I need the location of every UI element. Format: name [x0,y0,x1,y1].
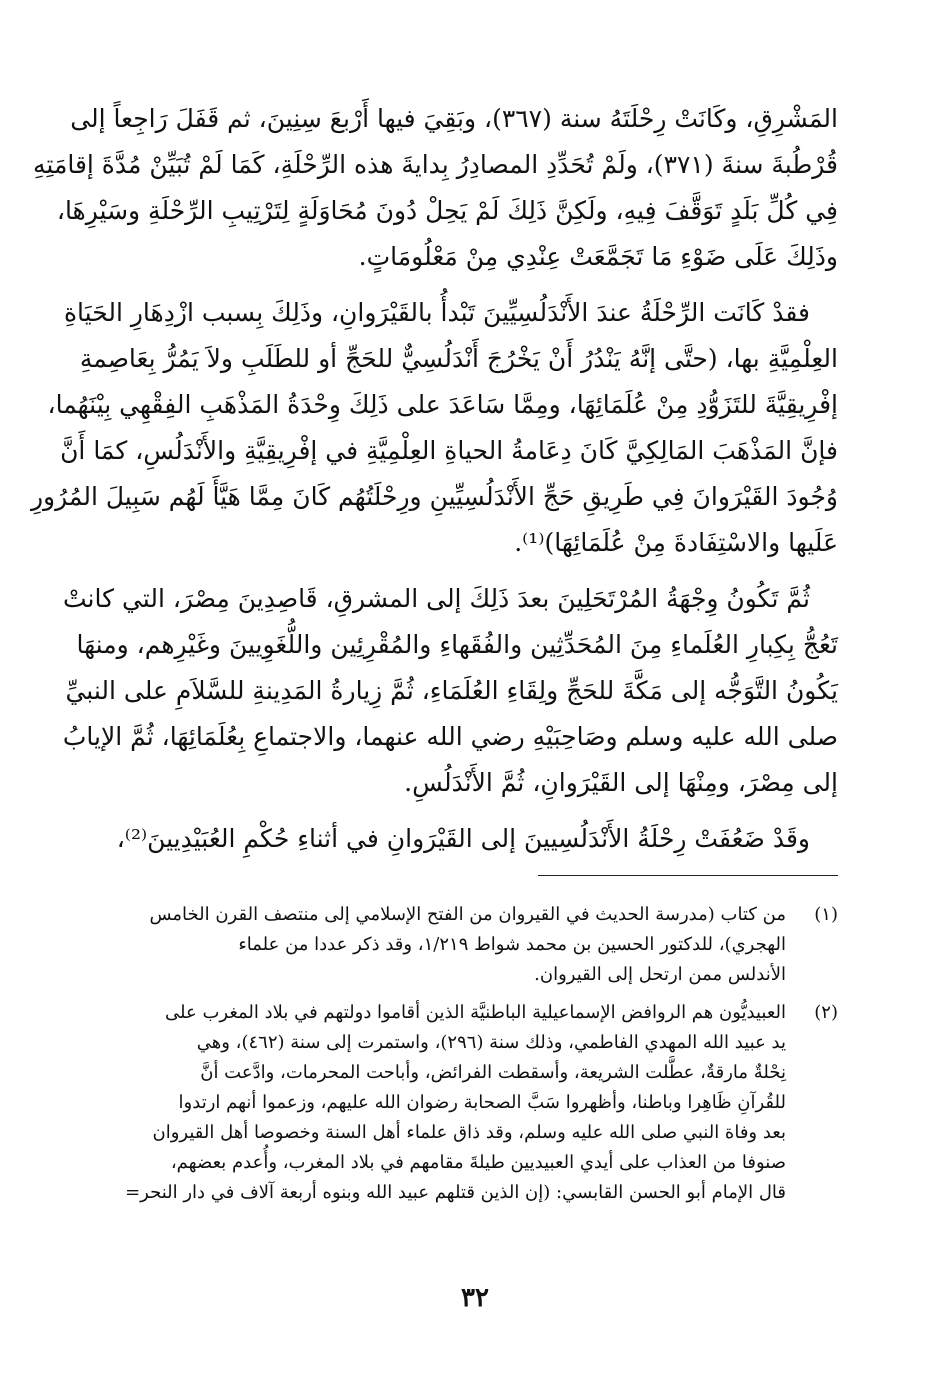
text-line: وذَلِكَ عَلَى ضَوْءِ مَا تَجَمَّعَتْ عِنْدِي مِنْ مَعْلُومَاتٍ. [358,242,838,271]
paragraph-2 [30,290,838,566]
footnote-line: صنوفا من العذاب على أيدي العبيديين طيلةَ مقامهم في بلاد المغرب، وأُعدم بعضهم، [170,1152,786,1173]
footnote-line: من كتاب (مدرسة الحديث في القيروان من الفتح الإسلامي إلى منتصف القرن الخامس [149,904,786,925]
footnote-line: العبيديُّون هم الروافض الإسماعيلية الباطنيَّة الذين أقاموا دولتهم في بلاد المغرب على [165,1002,786,1023]
text-line: إفْرِيقِيَّةَ للتَزَوُّدِ مِنْ عُلَمَائِهَا، ومِمَّا سَاعَدَ على ذَلِكَ وِحْدَةُ المَذْهَبِ الفِقْهِي بِيْنَهُما، [47,390,838,419]
text-line: تَعُجُّ بِكِبارِ العُلَماءِ مِنَ المُحَدِّثِين والفُقَهاءِ والمُقْرِئِين واللُّغَوِيينَ وغَيْرِهم، ومنهَا [76,630,838,659]
text-line: يَكُونُ التَّوَجُّه إلى مَكَّةَ للحَجِّ ولِقَاءِ العُلَمَاءِ، ثُمَّ زِيارةُ المَدِينةِ للسَّلاَمِ على النبيِّ [65,676,838,705]
footnote-line: الهجري)، للدكتور الحسين بن محمد شواط ١/٢١٩، وقد ذكر عددا من علماء [238,934,786,955]
footnote-number: (٢) [814,1002,838,1023]
paragraph-3 [62,576,838,806]
paragraph-4 [112,816,838,862]
text-line: عَلَيها والاسْتِفَادةَ مِنْ عُلَمَائِهَا)⁽¹⁾. [514,528,838,557]
footnote-divider [538,875,838,876]
footnote-line: للقُرآنِ ظَاهِرا وباطنا، وأظهروا سَبَّ الصحابة رضوان الله عليهم، وزعموا أنهم ارتدوا [178,1092,786,1113]
paragraph-1 [33,96,838,280]
paragraph-gap [112,806,838,816]
text-line: فِي كُلِّ بَلَدٍ تَوَقَّفَ فِيهِ، ولَكِنَّ ذَلِكَ لَمْ يَحِلْ دُونَ مُحَاوَلَةٍ لِتَرْتِيبِ الرِّحْلَةِ وسَيْرِهَا، [56,196,838,225]
text-line: صلى الله عليه وسلم وصَاحِبَيْهِ رضي الله عنهما، والاجتماعِ بِعُلَمَائِهَا، ثُمَّ الإيابُ [62,722,838,751]
footnote-line: قال الإمام أبو الحسن القابسي: (إن الذين قتلهم عبيد الله وبنوه أربعة آلاف في دار النحر= [125,1182,786,1203]
text-line: المَشْرِقِ، وكَانَتْ رِحْلَتَهُ سنة (٣٦٧)، وبَقِيَ فيها أَرْبعَ سِنِينَ، ثم قَفَلَ رَاجِعاً إلى [70,104,838,133]
text-line: وقَدْ ضَعُفَتْ رِحْلَةُ الأَنْدَلُسِيينَ إلى القَيْرَوانِ في أثناءِ حُكْمِ العُبَيْدِيينَ⁽²⁾، [116,824,810,853]
footnote-gap [112,990,838,998]
footnote-line: يد عبيد الله المهدي الفاطمي، وذلك سنة (٢٩٦)، واستمرت إلى سنة (٤٦٢)، وهي [196,1032,786,1053]
text-line: وُجُودَ القَيْرَوانَ فِي طَرِيقِ حَجِّ الأَنْدَلُسِيِّينِ ورِحْلَتُهُم كَانَ مِمَّا هَيَّأَ لَهُم سَبِيلَ المُرُورِ [30,482,838,511]
footnote-line: الأندلس ممن ارتحل إلى القيروان. [534,964,786,985]
page-number: ٣٢ [461,1283,489,1313]
text-line: إلى مِصْرَ، ومِنْهَا إلى القَيْرَوانِ، ثُمَّ الأَنْدَلُسِ. [404,768,838,797]
footnote-1 [112,900,838,990]
paragraph-gap [112,280,838,290]
text-line: فقدْ كَانَت الرِّحْلَةُ عندَ الأَنْدَلُسِيِّينَ تَبْدأُ بالقَيْرَوانِ، وذَلِكَ بِسبب ازْدِهَارِ الحَيَاةِ [63,298,810,327]
footnotes [112,900,838,1208]
footnote-number: (١) [814,904,838,925]
footnote-2 [112,998,838,1208]
footnote-line: بعد وفاة النبي صلى الله عليه وسلم، وقد ذاق علماء أهل السنة وخصوصا أهل القيروان [152,1122,786,1143]
text-line: قُرْطُبةَ سنةَ (٣٧١)، ولَمْ تُحَدِّدِ المصادِرُ بِدايةَ هذه الرِّحْلَةِ، كَمَا لَمْ تُبَيِّنْ مُدَّةَ إقامَتِهِ [33,150,838,179]
footnote-line: نِحْلةٌ مارقةٌ، عطَّلت الشريعة، وأسقطت الفرائض، وأباحت المحرمات، وادَّعت أنَّ [200,1062,786,1083]
text-line: فإنَّ المَذْهَبَ المَالِكِيَّ كَانَ دِعَامةُ الحياةِ العِلْمِيَّةِ في إفْرِيقِيَّةِ والأَنْدَلُسِ، كمَا أَنَّ [60,436,838,465]
paragraph-gap [112,566,838,576]
main-text [30,96,838,862]
text-line: العِلْمِيَّةِ بها، (حتَّى إنَّهُ يَنْدُرُ أَنْ يَخْرُجَ أَنْدَلُسِيٌّ للحَجِّ أو للطَلَبِ ولاَ يَمُرُّ بِعَاصِمةِ [79,344,838,373]
text-line: ثُمَّ تَكُونُ وِجْهَةُ المُرْتَحَلِينَ بعدَ ذَلِكَ إلى المشرقِ، قَاصِدِينَ مِصْرَ، التي كانتْ [62,584,810,613]
